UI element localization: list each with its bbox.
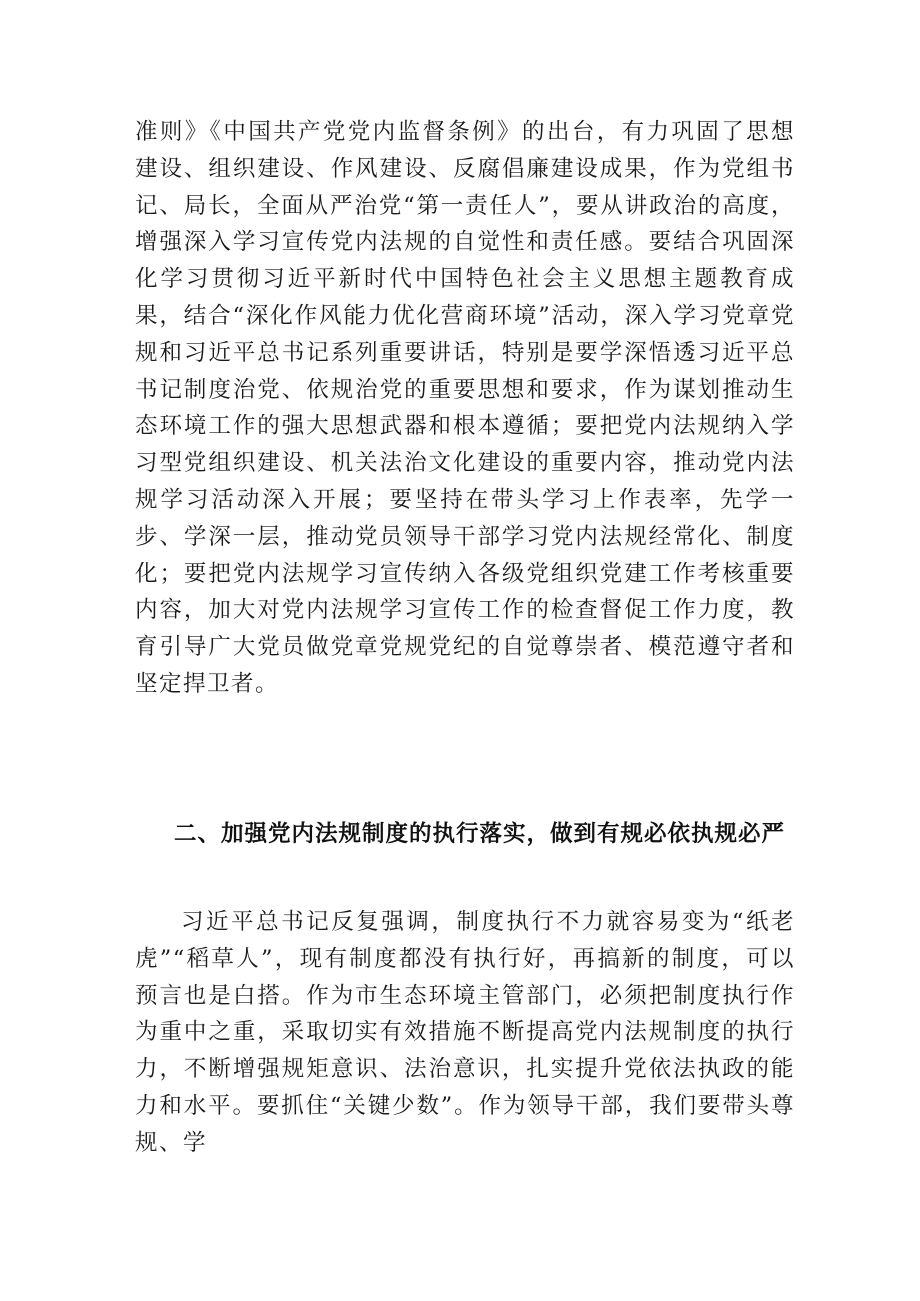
paragraph-continued: 准则》《中国共产党党内监督条例》的出台，有力巩固了思想建设、组织建设、作风建设、反腐倡廉建设成果，作为党组书记、局长，全面从严治党“第一责任人”，要从讲政治的高度，增强深入学习宣传党内法规的自觉性和责任感。要结合巩固深化学习贯彻习近平新时代中国特色社会主义思想主题教育成果，结合“深化作风能力优化营商环境”活动，深入学习党章党规和习近平总书记系列重要讲话，特别是要学深悟透习近平总书记制度治党、依规治党的重要思想和要求，作为谋划推动生态环境工作的强大思想武器和根本遵循；要把党内法规纳入学习型党组织建设、机关法治文化建设的重要内容，推动党内法规学习活动深入开展；要坚持在带头学习上作表率，先学一步、学深一层，推动党员领导干部学习党内法规经常化、制度化；要把党内法规学习宣传纳入各级党组织党建工作考核重要内容，加大对党内法规学习宣传工作的检查督促工作力度，教育引导广大党员做党章党规党纪的自觉尊崇者、模范遵守者和坚定捍卫者。 — [135, 119, 795, 697]
section-heading: 二、加强党内法规制度的执行落实，做到有规必依执规必严 — [174, 821, 786, 847]
paragraph-body: 习近平总书记反复强调，制度执行不力就容易变为“纸老虎”“稻草人”，现有制度都没有执行好，再搞新的制度，可以预言也是白搭。作为市生态环境主管部门，必须把制度执行作为重中之重，采取切实有效措施不断提高党内法规制度的执行力，不断增强规矩意识、法治意识，扎实提升党依法执政的能力和水平。要抓住“关键少数”。作为领导干部，我们要带头尊规、学 — [135, 909, 795, 1156]
